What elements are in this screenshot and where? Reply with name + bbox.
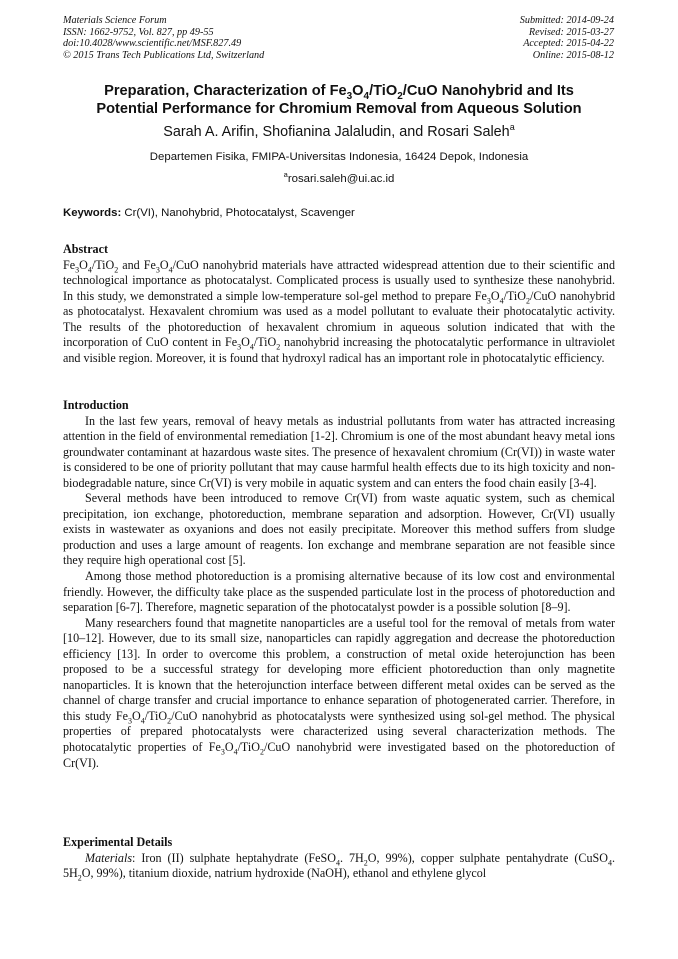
journal-info xyxy=(63,15,264,62)
intro-paragraph-1: In the last few years, removal of heavy metals as industrial pollutants from water has attracted increasing attention in the field of environmental remediation [1-2]. Chromium is one of the most abundant heavy metal ions groundwater contaminant at hazardous waste sites. The presence of hexavalent chromium (Cr(VI)) in waste water is considered to be one of priority pollutant that may cause harmful health effects due to its high toxicity and non-biodegradable nature, since Cr(VI) is very mobile in aquatic system and can enters the food chain easily [3-4]. xyxy=(63,413,615,490)
experimental-section xyxy=(63,835,615,882)
revised-date: Revised: 2015-03-27 xyxy=(528,26,614,38)
materials-label: Materials xyxy=(85,850,133,865)
intro-paragraph-3: Among those method photoreduction is a promising alternative because of its low cost and environmental friendly. However, the difficulty take place as the suspended particulate lost in the process of photoreduction and separation [6-7]. Therefore, magnetic separation of the photocatalyst powder is a possible solution [8–9]. xyxy=(63,569,615,615)
doi: doi:10.4028/www.scientific.net/MSF.827.49 xyxy=(63,38,242,50)
title-line-2: Potential Performance for Chromium Removal from Aqueous Solution xyxy=(96,101,582,117)
journal-name: Materials Science Forum xyxy=(63,15,167,26)
abstract-section xyxy=(63,242,615,366)
title-line-1: Preparation, Characterization of $Fe_3O_4/TiO_2$/CuO Nanohybrid and Its xyxy=(104,83,574,102)
author-list: Sarah A. Arifin, Shofianina Jalaludin, and Rosari Saleh$^a$ xyxy=(163,122,515,140)
publication-dates xyxy=(520,15,614,62)
author-email: $^a$rosari.saleh@ui.ac.id xyxy=(283,170,395,185)
abstract-heading: Abstract xyxy=(63,242,109,256)
keywords-label: Keywords: xyxy=(63,207,122,219)
submitted-date: Submitted: 2014-09-24 xyxy=(519,15,614,26)
introduction-section xyxy=(63,398,615,771)
abstract-text: $Fe_3O_4/TiO_2$ and $Fe_3O_4$/CuO nanohybrid materials have attracted widespread attention due to their scientific and technological importance as photocatalyst. Complicated process is usually used to synthesize these nanohybrid. In this study, we demonstrated a simple low-temperature sol-gel method to prepare $Fe_3O_4/TiO_2$/CuO nanohybrid as photocatalyst. Hexavalent chromium was used as a model pollutant to evaluate their photocatalytic activity. The results of the photoreduction of hexavalent chromium in aqueous solution indicated that with the incorporation of CuO content in $Fe_3O_4/TiO_2$ nanohybrid increasing the photocatalytic performance in ultraviolet and visible region. Moreover, it is found that hydroxyl radical has an important role in photocatalytic efficiency. xyxy=(63,257,616,365)
paper-title xyxy=(40,82,638,118)
keywords xyxy=(63,206,615,220)
accepted-date: Accepted: 2015-04-22 xyxy=(523,38,614,50)
keywords-text: Cr(VI), Nanohybrid, Photocatalyst, Scavenger xyxy=(121,207,355,219)
affiliation: Departemen Fisika, FMIPA-Universitas Indonesia, 16424 Depok, Indonesia xyxy=(149,151,529,163)
copyright: © 2015 Trans Tech Publications Ltd, Switzerland xyxy=(63,50,265,62)
intro-paragraph-2: Several methods have been introduced to remove Cr(VI) from waste aquatic system, such as chemical precipitation, ion exchange, photoreduction, membrane separation and adsorption. However, Cr(VI) usually exists in wastewater as oxyanions and does not easily precipitate. Moreover this method suffers from sludge production and uses a large amount of reagents. Ion exchange and membrane separation are not feasible since they require high operational cost [5]. xyxy=(63,491,615,568)
email-link[interactable]: rosari.saleh@ui.ac.id xyxy=(287,173,395,185)
issn: ISSN: 1662-9752, Vol. 827, pp 49-55 xyxy=(63,26,214,38)
experimental-heading: Experimental Details xyxy=(63,835,173,849)
online-date: Online: 2015-08-12 xyxy=(532,50,614,62)
materials-paragraph: Materials: Iron (II) sulphate heptahydrate (FeSO$_4$. $7H_2O$, 99%), copper sulphate pentahydrate (CuSO$_4$. $5H_2O$, 99%), titanium dioxide, natrium hydroxide (NaOH), ethanol and ethylene glycol xyxy=(63,850,616,883)
introduction-heading: Introduction xyxy=(63,398,129,412)
intro-paragraph-4: Many researchers found that magnetite nanoparticles are a useful tool for the removal of metals from water [10–12]. However, due to its small size, nanoparticles can rapidly aggregation and decrease the photoreduction efficiency [13]. In order to overcome this problem, a construction of metal oxide heterojunction has been proposed to be a successful strategy for developing more efficient photoreduction than only magnetite nanoparticles. It is known that the heterojunction interface between different metal oxides can be served as the channel of charge transfer and crucial importance to enhance separation of photogenerated carrier. Therefore, in this study $Fe_3O_4/TiO_2$/CuO nanohybrid as photocatalysts were synthesized using sol-gel method. The physical properties of prepared photocatalysts were characterized using several characterization methods. The photocatalytic properties of $Fe_3O_4/TiO_2$/CuO nanohybrid were investigated based on the photoreduction of Cr(VI). xyxy=(63,615,616,770)
